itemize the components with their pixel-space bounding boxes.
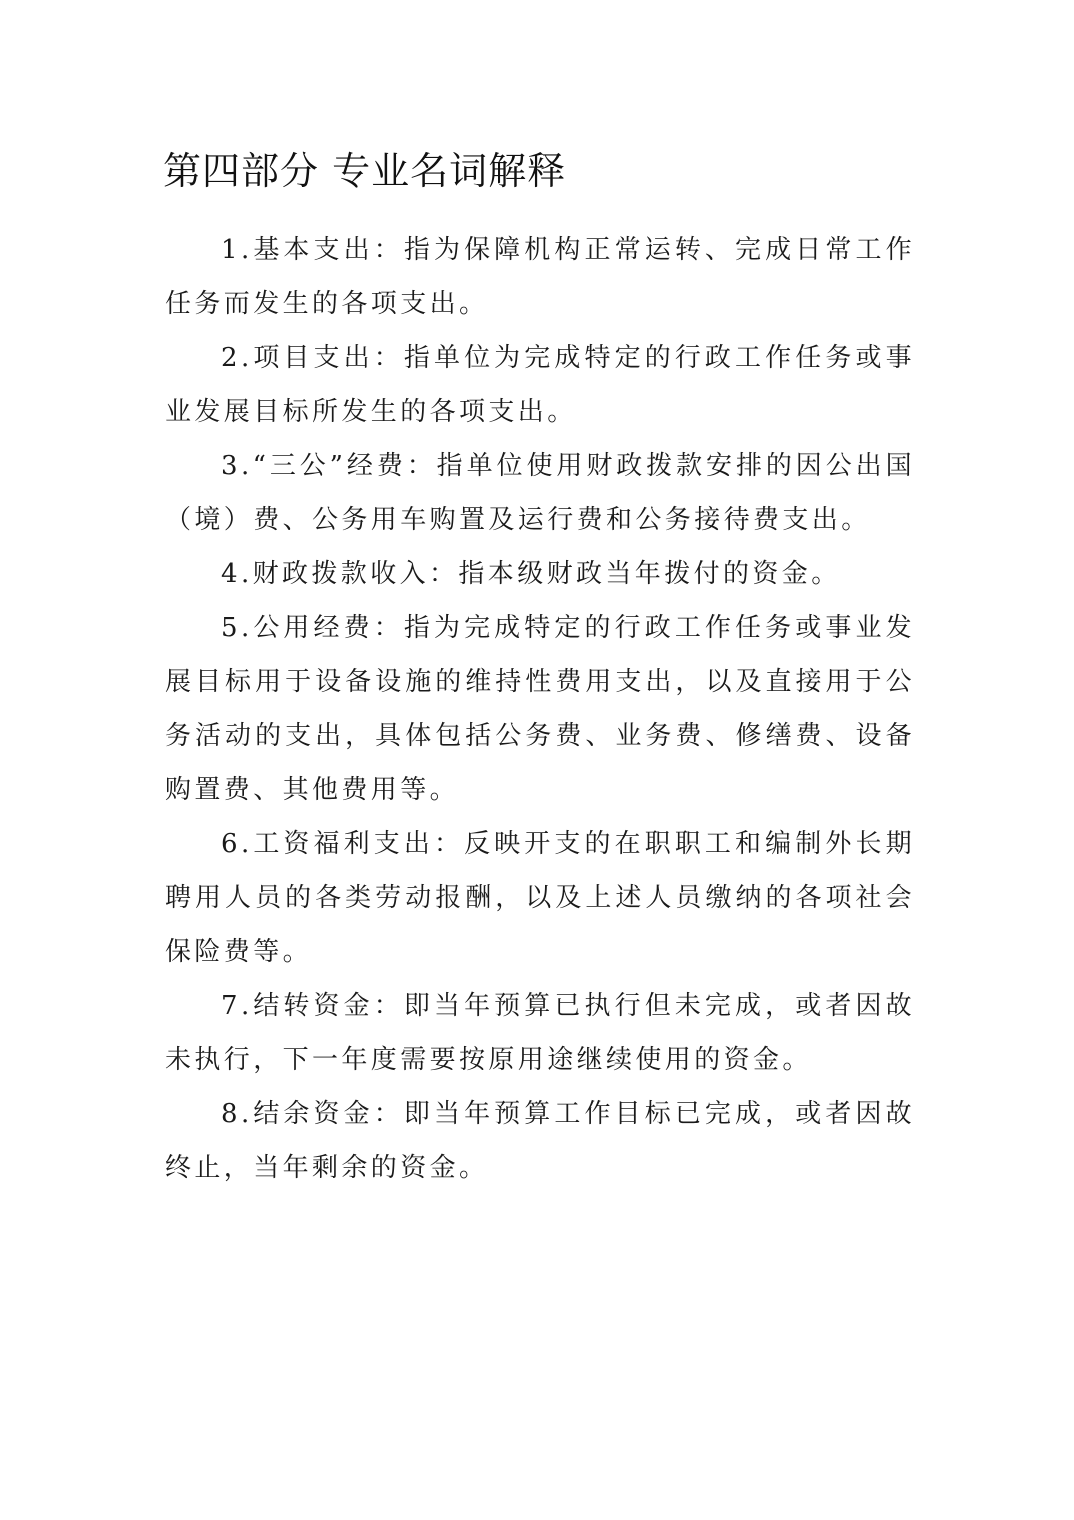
definition-fiscal-appropriation-income: 4.财政拨款收入：指本级财政当年拨付的资金。 <box>221 559 841 589</box>
definition-basic-expenditure: 1.基本支出：指为保障机构正常运转、完成日常工作任务而发生的各项支出。 <box>165 235 915 319</box>
definition-wage-welfare-expenditure: 6.工资福利支出：反映开支的在职职工和编制外长期聘用人员的各类劳动报酬，以及上述人员缴纳的各项社会保险费等。 <box>165 829 915 967</box>
definition-surplus-funds: 8.结余资金：即当年预算工作目标已完成，或者因故终止，当年剩余的资金。 <box>165 1099 915 1183</box>
definition-project-expenditure: 2.项目支出：指单位为完成特定的行政工作任务或事业发展目标所发生的各项支出。 <box>165 343 915 427</box>
definition-public-funds: 5.公用经费：指为完成特定的行政工作任务或事业发展目标用于设备设施的维持性费用支出，以及直接用于公务活动的支出，具体包括公务费、业务费、修缮费、设备购置费、其他费用等。 <box>165 613 915 805</box>
section-title: 第四部分 专业名词解释 <box>163 149 567 193</box>
definitions-list <box>165 223 915 1195</box>
definition-three-public-expenses: 3.“三公”经费：指单位使用财政拨款安排的因公出国（境）费、公务用车购置及运行费和公务接待费支出。 <box>165 451 915 535</box>
definition-carryover-funds: 7.结转资金：即当年预算已执行但未完成，或者因故未执行，下一年度需要按原用途继续使用的资金。 <box>165 991 915 1075</box>
